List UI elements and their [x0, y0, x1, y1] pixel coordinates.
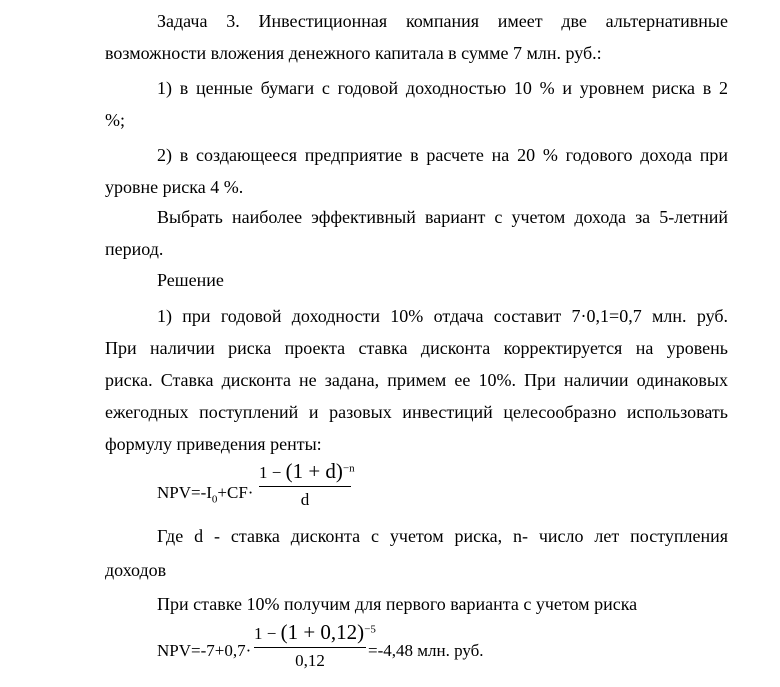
fraction2-bar: [254, 647, 366, 648]
solution-heading: Решение: [157, 270, 224, 290]
fraction-numerator: $1 - (1 + d)^{-n}$: [259, 459, 355, 483]
solution-p1-line-5: формулу приведения ренты:: [105, 434, 322, 454]
task-line-2: возможности вложения денежного капитала в сумме 7 млн. руб.:: [105, 43, 602, 63]
solution-p2: При ставке 10% получим для первого варианта с учетом риска: [157, 594, 638, 614]
formula2-result: =-4,48 млн. руб.: [368, 641, 484, 660]
fraction2-denominator: 0,12: [295, 651, 325, 670]
task-line-1: Задача 3. Инвестиционная компания имеет две альтернативные: [157, 11, 728, 31]
solution-p1-line-3: риска. Ставка дисконта не задана, примем ее 10%. При наличии одинаковых: [105, 370, 728, 390]
npv-formula-general: [157, 483, 254, 506]
question-line-2: период.: [105, 239, 164, 259]
question-line-1: Выбрать наиболее эффективный вариант с учетом дохода за 5-летний: [157, 207, 728, 227]
formula-lhs-a: NPV=-I: [157, 483, 212, 502]
option-2-line-1: 2) в создающееся предприятие в расчете на 20 % годового дохода при: [157, 145, 728, 165]
where-line-1: Где d - ставка дисконта с учетом риска, n- число лет поступления: [157, 526, 728, 546]
formula2-lhs: NPV=-7+0,7·: [157, 641, 252, 660]
npv-formula-option-1: [157, 641, 251, 661]
solution-p1-line-2: При наличии риска проекта ставка дисконта корректируется на уровень: [105, 338, 728, 358]
solution-p1-line-1: 1) при годовой доходности 10% отдача составит 7·0,1=0,7 млн. руб.: [157, 306, 728, 326]
fraction-denominator: d: [300, 490, 310, 509]
solution-p1-line-4: ежегодных поступлений и разовых инвестиций целесообразно использовать: [105, 402, 728, 422]
fraction-bar: [259, 486, 351, 487]
formula-lhs-sub: 0: [211, 493, 218, 506]
option-1-line-1: 1) в ценные бумаги с годовой доходностью 10 % и уровнем риска в 2: [157, 78, 728, 98]
option-1-line-2: %;: [105, 110, 125, 130]
formula-lhs-b: +CF·: [217, 483, 254, 502]
where-line-2: доходов: [105, 560, 167, 580]
option-2-line-2: уровне риска 4 %.: [105, 177, 244, 197]
option1-fraction: [254, 620, 376, 671]
annuity-fraction: [259, 459, 355, 510]
fraction2-numerator: $1 - (1 + 0,12)^{-5}$: [254, 620, 376, 644]
